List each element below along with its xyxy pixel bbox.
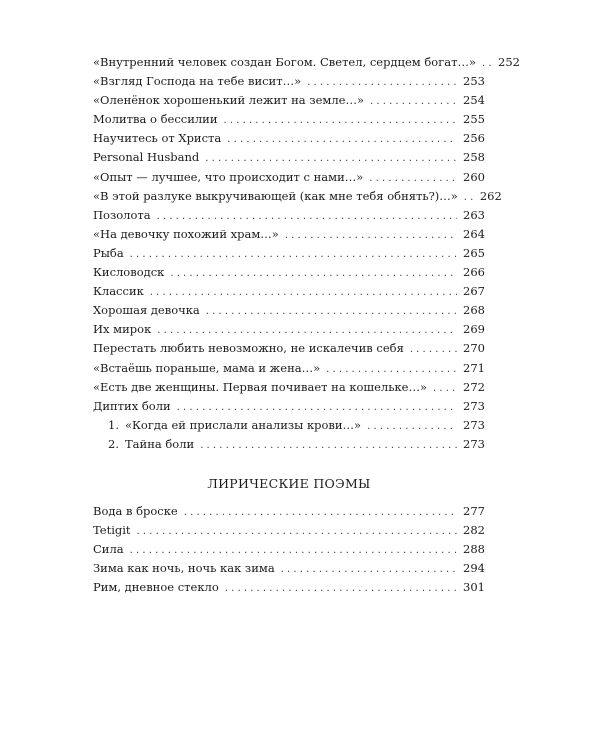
toc-entry-page: 288 [463,542,485,557]
toc-entry-title: Кисловодск [93,265,165,280]
toc-entry-title: «На девочку похожий храм…» [93,226,279,241]
toc-entry-page: 271 [463,360,485,375]
toc-entry [93,53,520,72]
toc-entry-page: 267 [463,284,485,299]
toc-entry-page: 270 [463,341,485,356]
dot-leader [307,73,457,92]
toc-entry-page: 273 [463,398,485,413]
toc-entry-title: Их мирок [93,322,152,337]
toc-entry-title: «Взгляд Господа на тебе висит…» [93,74,302,89]
dot-leader [224,111,457,130]
toc-sub-list [93,416,485,454]
dot-leader [369,169,457,188]
dot-leader [206,302,457,321]
toc-entry-title: «Опыт — лучшее, что происходит с нами…» [93,169,364,184]
toc-entry-page: 277 [463,503,485,518]
toc-entry-page: 262 [479,188,502,203]
toc-entry-title: Сила [93,542,124,557]
toc-entry-title: «В этой разлуке выкручивающей (как мне тебя обнять?)…» [93,188,458,203]
toc-entry [93,397,485,416]
dot-leader [464,188,474,207]
toc-entry-title: «Когда ей прислали анализы крови…» [125,417,362,432]
toc-entry-title: Молитва о бессилии [93,112,218,127]
dot-leader [367,417,457,436]
toc-entry-title: Перестать любить невозможно, не искалечив себя [93,341,404,356]
toc-entry-page: 273 [463,436,485,451]
toc-entry [93,225,485,244]
toc-entry [93,416,485,435]
toc-entry-page: 256 [463,131,485,146]
dot-leader [326,360,457,379]
toc-entry [93,187,502,206]
toc-list-first [93,53,520,416]
toc-entry-title: Классик [93,284,144,299]
toc-entry-title: Tetigit [93,523,131,538]
toc-entry-page: 258 [463,150,485,165]
toc-entry [93,129,485,148]
toc-entry [93,301,485,320]
toc-entry-title: Рим, дневное стекло [93,580,219,595]
toc-entry-page: 253 [463,74,485,89]
toc-entry [93,263,485,282]
toc-entry-page: 269 [463,322,485,337]
toc-entry [93,72,485,91]
dot-leader [410,340,457,359]
toc-entry-page: 294 [463,561,485,576]
toc-entry-page: 273 [463,417,485,432]
toc-entry [93,502,485,521]
dot-leader [227,130,457,149]
toc-entry-page: 265 [463,245,485,260]
dot-leader [285,226,457,245]
dot-leader [184,503,457,522]
section-heading: ЛИРИЧЕСКИЕ ПОЭМЫ [207,475,371,491]
toc-entry [93,91,485,110]
toc-entry [93,578,485,597]
toc-list-second [93,502,485,597]
dot-leader [150,283,457,302]
dot-leader [157,321,457,340]
toc-entry-title: «Внутренний человек создан Богом. Светел, сердцем богат…» [93,55,476,69]
toc-entry-title: «Оленёнок хорошенький лежит на земле…» [93,93,364,108]
dot-leader [130,245,457,264]
toc-entry-title: Диптих боли [93,398,171,413]
toc-entry [93,378,485,397]
dot-leader [177,398,457,417]
toc-entry-page: 301 [463,580,485,595]
toc-entry [93,540,485,559]
toc-entry-title: Вода в броске [93,503,178,518]
dot-leader [205,149,457,168]
toc-entry [93,282,485,301]
dot-leader [130,541,457,560]
toc-entry-title: Рыба [93,245,124,260]
toc-entry-title: Зима как ночь, ночь как зима [93,561,275,576]
toc-entry-page: 254 [463,93,485,108]
dot-leader [370,92,457,111]
toc-entry [93,359,485,378]
toc-entry [93,244,485,263]
toc-entry-title: «Встаёшь пораньше, мама и жена…» [93,360,321,375]
toc-entry [93,110,485,129]
dot-leader [200,436,457,455]
toc-entry [93,435,485,454]
toc-entry [93,559,485,578]
toc-entry [93,168,485,187]
toc-entry-title: Тайна боли [125,436,195,451]
toc-entry-title: Позолота [93,207,151,222]
toc-entry-title: Personal Husband [93,150,200,165]
toc-entry-page: 268 [463,303,485,318]
table-of-contents [93,53,520,597]
toc-entry-page: 255 [463,112,485,127]
dot-leader [482,54,492,73]
toc-entry-page: 252 [498,55,520,69]
dot-leader [433,379,457,398]
toc-entry-number: 2. [108,436,119,451]
toc-entry-page: 260 [463,169,485,184]
toc-entry [93,521,485,540]
toc-entry-page: 282 [463,523,485,538]
dot-leader [225,579,457,598]
toc-entry-title: Хорошая девочка [93,303,200,318]
toc-entry [93,206,485,225]
dot-leader [170,264,457,283]
toc-entry [93,339,485,358]
dot-leader [281,560,457,579]
toc-entry [93,148,485,167]
toc-entry-number: 1. [108,417,119,432]
toc-entry-page: 264 [463,226,485,241]
toc-entry-page: 263 [463,207,485,222]
dot-leader [157,207,457,226]
toc-entry-title: «Есть две женщины. Первая почивает на кошельке…» [93,379,428,394]
toc-entry-page: 266 [463,265,485,280]
dot-leader [137,522,457,541]
toc-entry [93,320,485,339]
toc-entry-title: Научитесь от Христа [93,131,222,146]
toc-entry-page: 272 [463,379,485,394]
